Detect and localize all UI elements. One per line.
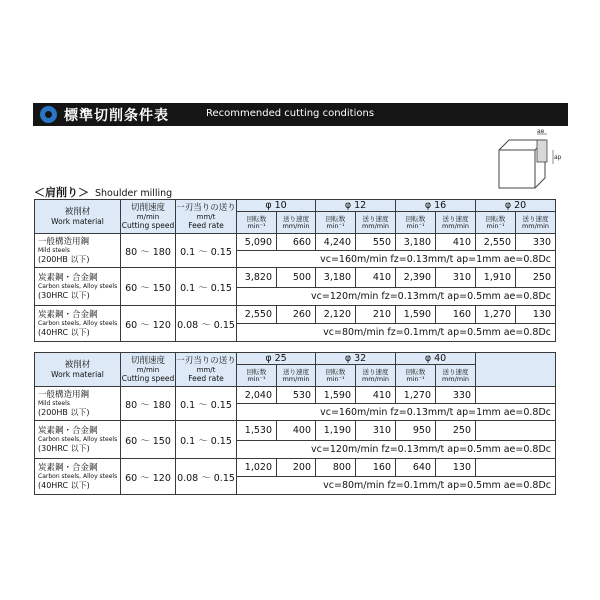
header-bar xyxy=(33,103,568,126)
condition-note: vc=120m/min fz=0.13mm/t ap=0.5mm ae=0.8Dc xyxy=(237,441,556,459)
section-title-en: Shoulder milling xyxy=(95,188,173,199)
condition-note: vc=160m/min fz=0.13mm/t ap=1mm ae=0.8Dc xyxy=(237,404,556,421)
condition-note: vc=80m/min fz=0.1mm/t ap=0.5mm ae=0.8Dc xyxy=(237,324,556,342)
feed-speed-cell: 410 xyxy=(356,387,396,404)
feed-speed-cell: 330 xyxy=(436,387,476,404)
rpm-cell: 3,180 xyxy=(396,234,436,251)
cutting-table-2 xyxy=(34,352,556,495)
rpm-cell: 1,270 xyxy=(476,306,516,324)
feed-speed-cell: 400 xyxy=(277,421,316,441)
rpm-cell: 3,820 xyxy=(237,268,277,288)
rpm-header: 回転数 min⁻¹ xyxy=(476,212,516,234)
feed-speed-cell: 250 xyxy=(436,421,476,441)
diameter-header: φ 12 xyxy=(316,200,396,212)
empty-cell xyxy=(476,459,556,477)
rpm-cell: 1,270 xyxy=(396,387,436,404)
circle-bullet-icon xyxy=(40,106,57,123)
feed-rate-cell: 0.1 ～ 0.15 xyxy=(176,268,237,306)
rpm-header: 回転数 min⁻¹ xyxy=(316,365,356,387)
feed-speed-cell: 410 xyxy=(356,268,396,288)
diameter-header: φ 40 xyxy=(396,353,476,365)
header-work-material: 被削材 Work material xyxy=(35,353,121,387)
rpm-cell: 2,550 xyxy=(237,306,277,324)
diameter-header: φ 25 xyxy=(237,353,316,365)
rpm-header: 回転数 min⁻¹ xyxy=(316,212,356,234)
rpm-cell: 1,190 xyxy=(316,421,356,441)
cutting-table-1 xyxy=(34,199,556,342)
feed-speed-cell: 200 xyxy=(277,459,316,477)
cutting-speed-cell: 80 ～ 180 xyxy=(121,234,176,268)
rpm-cell: 5,090 xyxy=(237,234,277,251)
diameter-header: φ 20 xyxy=(476,200,556,212)
rpm-cell: 1,020 xyxy=(237,459,277,477)
feed-speed-header: 送り速度 mm/min xyxy=(356,212,396,234)
condition-note: vc=160m/min fz=0.13mm/t ap=1mm ae=0.8Dc xyxy=(237,251,556,268)
feed-speed-cell: 210 xyxy=(356,306,396,324)
empty-cell xyxy=(476,387,556,404)
rpm-cell: 4,240 xyxy=(316,234,356,251)
diameter-header: φ 16 xyxy=(396,200,476,212)
feed-rate-cell: 0.08 ～ 0.15 xyxy=(176,459,237,495)
feed-speed-cell: 330 xyxy=(516,234,556,251)
rpm-cell: 2,550 xyxy=(476,234,516,251)
material-mild-steel: 一般構造用鋼 Mild steels (200HB 以下) xyxy=(35,234,121,268)
header-cutting-speed: 切削速度 m/min Cutting speed xyxy=(121,200,176,234)
cutting-speed-cell: 80 ～ 180 xyxy=(121,387,176,421)
cutting-speed-cell: 60 ～ 120 xyxy=(121,459,176,495)
material-carbon-steel-30hrc: 炭素鋼・合金鋼 Carbon steels, Alloy steels (30HRC 以下) xyxy=(35,268,121,306)
feed-speed-cell: 160 xyxy=(356,459,396,477)
rpm-cell: 1,530 xyxy=(237,421,277,441)
title-jp: 標準切削条件表 xyxy=(64,108,169,124)
condition-note: vc=120m/min fz=0.13mm/t ap=0.5mm ae=0.8Dc xyxy=(237,288,556,306)
feed-speed-cell: 130 xyxy=(516,306,556,324)
feed-speed-header: 送り速度 mm/min xyxy=(277,212,316,234)
ae-label: ae xyxy=(537,128,545,135)
header-feed-rate: 一刃当りの送り mm/t Feed rate xyxy=(176,200,237,234)
feed-speed-header: 送り速度 mm/min xyxy=(356,365,396,387)
rpm-header: 回転数 min⁻¹ xyxy=(396,365,436,387)
feed-speed-header: 送り速度 mm/min xyxy=(436,212,476,234)
feed-rate-cell: 0.1 ～ 0.15 xyxy=(176,234,237,268)
rpm-cell: 1,590 xyxy=(396,306,436,324)
feed-speed-header: 送り速度 mm/min xyxy=(516,212,556,234)
feed-rate-cell: 0.1 ～ 0.15 xyxy=(176,421,237,459)
material-mild-steel: 一般構造用鋼 Mild steels (200HB 以下) xyxy=(35,387,121,421)
feed-speed-cell: 250 xyxy=(516,268,556,288)
empty-cell xyxy=(476,421,556,441)
empty-header-cell xyxy=(476,353,556,387)
rpm-cell: 950 xyxy=(396,421,436,441)
title-en: Recommended cutting conditions xyxy=(206,108,375,119)
rpm-cell: 2,120 xyxy=(316,306,356,324)
rpm-cell: 800 xyxy=(316,459,356,477)
cutting-speed-cell: 60 ～ 120 xyxy=(121,306,176,342)
rpm-cell: 1,590 xyxy=(316,387,356,404)
feed-speed-cell: 130 xyxy=(436,459,476,477)
material-carbon-steel-40hrc: 炭素鋼・合金鋼 Carbon steels, Alloy steels (40HRC 以下) xyxy=(35,306,121,342)
cutting-speed-cell: 60 ～ 150 xyxy=(121,268,176,306)
feed-rate-cell: 0.1 ～ 0.15 xyxy=(176,387,237,421)
feed-speed-cell: 500 xyxy=(277,268,316,288)
header-cutting-speed: 切削速度 m/min Cutting speed xyxy=(121,353,176,387)
rpm-header: 回転数 min⁻¹ xyxy=(237,212,277,234)
diameter-header: φ 10 xyxy=(237,200,316,212)
shoulder-milling-diagram xyxy=(497,128,565,190)
rpm-cell: 640 xyxy=(396,459,436,477)
ap-label: ap xyxy=(554,154,562,161)
feed-speed-cell: 530 xyxy=(277,387,316,404)
feed-speed-cell: 310 xyxy=(356,421,396,441)
section-title xyxy=(34,184,172,200)
header-feed-rate: 一刃当りの送り mm/t Feed rate xyxy=(176,353,237,387)
header-work-material: 被削材 Work material xyxy=(35,200,121,234)
feed-rate-cell: 0.08 ～ 0.15 xyxy=(176,306,237,342)
feed-speed-header: 送り速度 mm/min xyxy=(436,365,476,387)
feed-speed-cell: 550 xyxy=(356,234,396,251)
rpm-header: 回転数 min⁻¹ xyxy=(237,365,277,387)
feed-speed-cell: 160 xyxy=(436,306,476,324)
rpm-cell: 3,180 xyxy=(316,268,356,288)
rpm-cell: 2,040 xyxy=(237,387,277,404)
feed-speed-cell: 310 xyxy=(436,268,476,288)
rpm-header: 回転数 min⁻¹ xyxy=(396,212,436,234)
section-title-jp: ＜肩削り＞ xyxy=(34,186,89,199)
material-carbon-steel-30hrc: 炭素鋼・合金鋼 Carbon steels, Alloy steels (30HRC 以下) xyxy=(35,421,121,459)
feed-speed-cell: 260 xyxy=(277,306,316,324)
cutting-speed-cell: 60 ～ 150 xyxy=(121,421,176,459)
diameter-header: φ 32 xyxy=(316,353,396,365)
feed-speed-header: 送り速度 mm/min xyxy=(277,365,316,387)
condition-note: vc=80m/min fz=0.1mm/t ap=0.5mm ae=0.8Dc xyxy=(237,477,556,495)
feed-speed-cell: 410 xyxy=(436,234,476,251)
rpm-cell: 2,390 xyxy=(396,268,436,288)
material-carbon-steel-40hrc: 炭素鋼・合金鋼 Carbon steels, Alloy steels (40HRC 以下) xyxy=(35,459,121,495)
rpm-cell: 1,910 xyxy=(476,268,516,288)
feed-speed-cell: 660 xyxy=(277,234,316,251)
